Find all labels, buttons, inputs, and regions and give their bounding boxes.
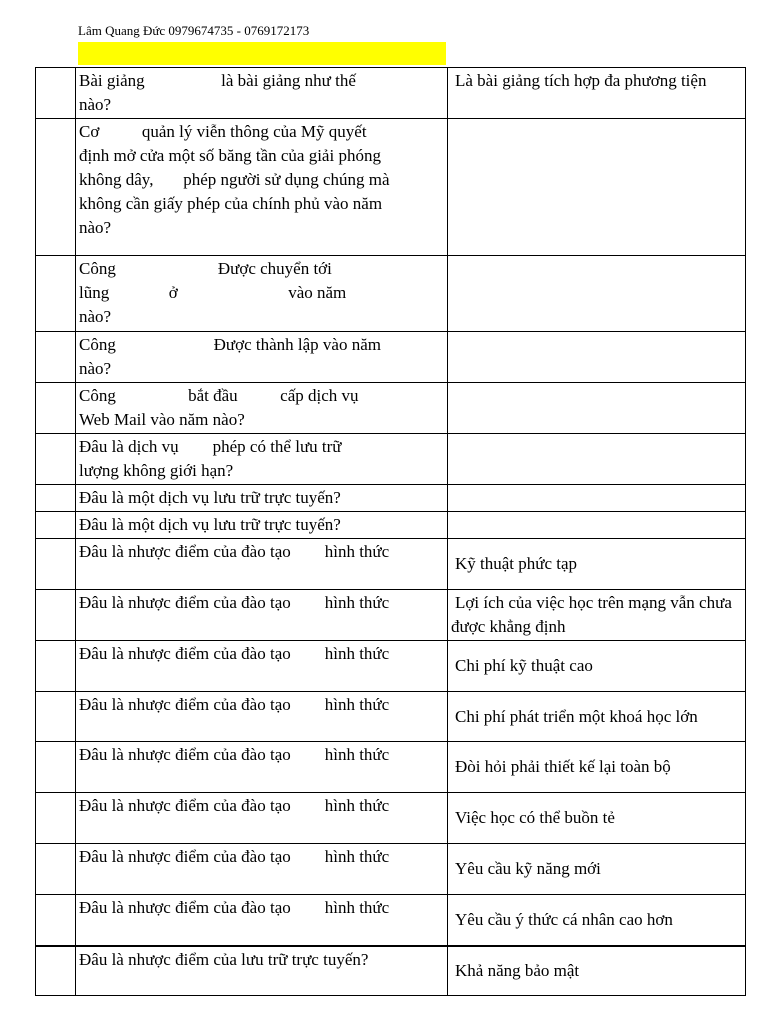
answer-cell (448, 119, 746, 256)
question-line: Cơ quản lý viễn thông của Mỹ quyết (79, 122, 367, 141)
question-line: Đâu là dịch vụ phép có thể lưu trữ (79, 437, 342, 456)
answer-text: Kỹ thuật phức tạp (455, 554, 578, 573)
question-line: Đâu là một dịch vụ lưu trữ trực tuyến? (79, 515, 341, 534)
question-line: Công Được chuyển tới (79, 259, 332, 278)
answer-cell (448, 590, 746, 641)
answer-cell (448, 68, 746, 119)
question-cell (76, 692, 448, 742)
answer-cell (448, 641, 746, 692)
question-line: Đâu là nhược điểm của lưu trữ trực tuyến? (79, 949, 369, 969)
question-cell (76, 793, 448, 844)
answer-text: Chi phí phát triển một khoá học lớn (455, 706, 698, 726)
question-line: Công bắt đầu cấp dịch vụ (79, 386, 359, 405)
answer-text: Yêu cầu kỹ năng mới (455, 859, 601, 878)
answer-cell (448, 434, 746, 485)
row-number-cell (36, 742, 76, 793)
table-row (36, 844, 746, 895)
question-line: định mở cửa một số băng tần của giải phóng (79, 146, 381, 165)
answer-cell (448, 512, 746, 539)
table-row (36, 641, 746, 692)
question-line: Bài giảng là bài giảng như thế (79, 71, 356, 90)
question-line: không dây, phép người sử dụng chúng mà (79, 170, 390, 189)
question-cell (76, 895, 448, 946)
answer-text (451, 259, 455, 278)
table-body (36, 68, 746, 996)
answer-cell (448, 383, 746, 434)
question-cell (76, 434, 448, 485)
question-cell (76, 590, 448, 641)
question-cell (76, 844, 448, 895)
question-cell (76, 256, 448, 332)
table-row (36, 946, 746, 996)
answer-cell (448, 256, 746, 332)
table-row (36, 692, 746, 742)
row-number-cell (36, 68, 76, 119)
table-row (36, 332, 746, 383)
row-number-cell (36, 895, 76, 946)
yellow-highlight-bar (78, 42, 446, 65)
table-row (36, 434, 746, 485)
row-number-cell (36, 434, 76, 485)
answer-text (451, 515, 455, 534)
question-line: nào? (79, 359, 112, 378)
row-number-cell (36, 793, 76, 844)
answer-cell (448, 895, 746, 946)
table-row (36, 119, 746, 256)
answer-cell (448, 946, 746, 996)
question-line: Đâu là một dịch vụ lưu trữ trực tuyến? (79, 488, 341, 507)
row-number-cell (36, 590, 76, 641)
question-cell (76, 383, 448, 434)
question-line: Đâu là nhược điểm của đào tạo hình thức (79, 796, 390, 815)
row-number-cell (36, 332, 76, 383)
question-line: Web Mail vào năm nào? (79, 410, 245, 429)
question-line: Đâu là nhược điểm của đào tạo hình thức (79, 542, 390, 561)
answer-text: Đòi hỏi phải thiết kế lại toàn bộ (455, 757, 671, 776)
answer-cell (448, 692, 746, 742)
table-row (36, 539, 746, 590)
answer-cell (448, 844, 746, 895)
question-line: Đâu là nhược điểm của đào tạo hình thức (79, 644, 390, 663)
row-number-cell (36, 383, 76, 434)
question-line: lượng không giới hạn? (79, 461, 234, 480)
question-answer-table (35, 67, 746, 996)
answer-text (451, 122, 455, 141)
row-number-cell (36, 844, 76, 895)
table-row (36, 742, 746, 793)
answer-text: Khả năng bảo mật (455, 960, 580, 980)
question-cell (76, 742, 448, 793)
answer-cell (448, 485, 746, 512)
question-line: không cần giấy phép của chính phủ vào năm (79, 194, 383, 213)
question-line: nào? (79, 95, 112, 114)
answer-text (451, 437, 455, 456)
table-row (36, 512, 746, 539)
answer-cell (448, 742, 746, 793)
table-row (36, 590, 746, 641)
table-row (36, 68, 746, 119)
table-row (36, 383, 746, 434)
question-line: nào? (79, 218, 112, 237)
question-cell (76, 512, 448, 539)
row-number-cell (36, 485, 76, 512)
table-row (36, 485, 746, 512)
question-cell (76, 485, 448, 512)
question-line: lũng ở vào năm (79, 283, 347, 302)
question-cell (76, 641, 448, 692)
question-line: Đâu là nhược điểm của đào tạo hình thức (79, 847, 390, 866)
question-cell (76, 119, 448, 256)
document-header-author: Lâm Quang Đức 0979674735 - 0769172173 (78, 23, 310, 38)
row-number-cell (36, 692, 76, 742)
answer-cell (448, 332, 746, 383)
row-number-cell (36, 512, 76, 539)
answer-cell (448, 793, 746, 844)
answer-text (451, 386, 455, 405)
row-number-cell (36, 119, 76, 256)
answer-cell (448, 539, 746, 590)
answer-text: Yêu cầu ý thức cá nhân cao hơn (455, 909, 673, 929)
answer-text: Việc học có thể buồn tẻ (455, 808, 615, 827)
answer-text (451, 488, 455, 507)
question-line: Công Được thành lập vào năm (79, 335, 381, 354)
question-cell (76, 332, 448, 383)
answer-text: Lợi ích của việc học trên mạng vẫn chưa được khẳng định (451, 593, 732, 636)
question-line: Đâu là nhược điểm của đào tạo hình thức (79, 593, 390, 612)
answer-text: Chi phí kỹ thuật cao (455, 656, 593, 675)
row-number-cell (36, 946, 76, 996)
table-row (36, 895, 746, 946)
question-line: Đâu là nhược điểm của đào tạo hình thức (79, 898, 390, 917)
row-number-cell (36, 256, 76, 332)
row-number-cell (36, 539, 76, 590)
answer-text: Là bài giảng tích hợp đa phương tiện (455, 71, 707, 90)
table-row (36, 256, 746, 332)
question-cell (76, 68, 448, 119)
question-line: nào? (79, 307, 112, 326)
table-row (36, 793, 746, 844)
question-cell (76, 539, 448, 590)
row-number-cell (36, 641, 76, 692)
question-cell (76, 946, 448, 996)
question-line: Đâu là nhược điểm của đào tạo hình thức (79, 745, 390, 764)
answer-text (451, 335, 455, 354)
question-line: Đâu là nhược điểm của đào tạo hình thức (79, 695, 390, 714)
